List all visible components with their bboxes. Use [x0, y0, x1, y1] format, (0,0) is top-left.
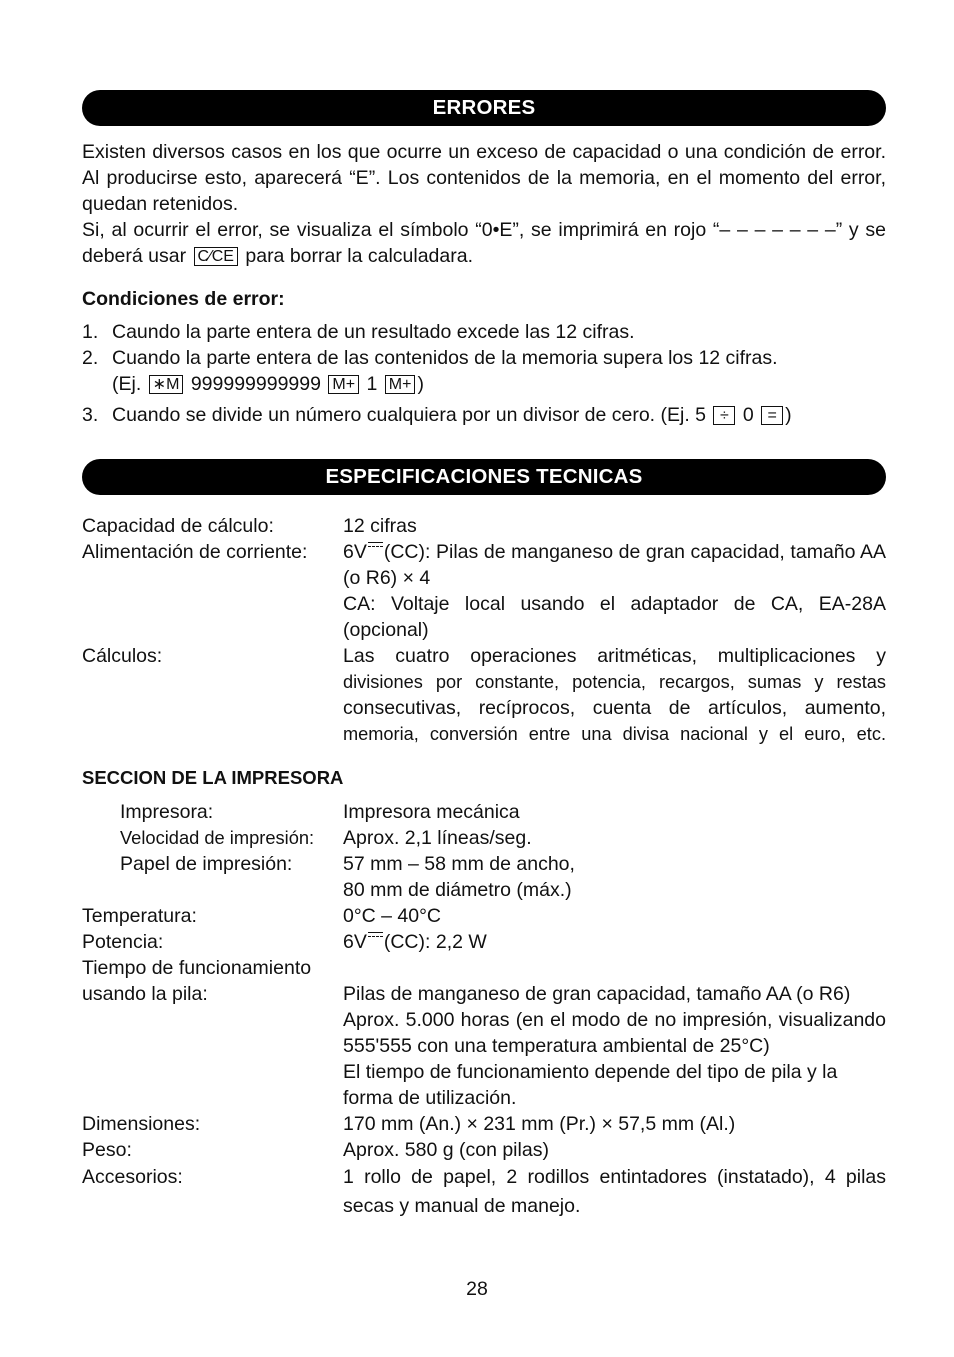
key-ce: C⁄CE [194, 247, 238, 266]
item-number: 1. [82, 321, 99, 343]
spec-value: CA: Voltaje local usando el adaptador de CA, EA-28A (opcional) [343, 593, 886, 641]
page-number: 28 [466, 1278, 488, 1300]
key-divide: ÷ [713, 406, 735, 425]
spec-row-velocidad [82, 825, 886, 851]
item-text: Cuando la parte entera de las contenidos de la memoria supera los 12 cifras. [112, 347, 778, 369]
voltage-prefix: 6V [343, 931, 367, 953]
tiempo-label-line-2: usando la pila: [82, 983, 208, 1005]
calculos-line-3: consecutivas, recíprocos, cuenta de artículos, aumento, [343, 697, 886, 719]
list-item [82, 319, 886, 345]
printer-section-heading: SECCION DE LA IMPRESORA [82, 767, 344, 788]
key-equals: = [761, 406, 783, 425]
power-value: (CC): 2,2 W [383, 931, 487, 953]
tiempo-label-line-1: Tiempo de funcionamiento [82, 957, 312, 979]
item-number: 3. [82, 404, 99, 426]
tiempo-value-2-text: Aprox. 5.000 horas (en el modo de no impresión, visualizando 555'555 con una temperatura ambiental de 25°C) [343, 1009, 886, 1057]
key-m-plus: M+ [385, 375, 416, 394]
tiempo-value-2 [343, 1007, 886, 1059]
calculos-line-2: divisiones por constante, potencia, recargos, sumas y restas [343, 672, 886, 692]
spec-label: Temperatura: [82, 905, 197, 927]
item-number: 2. [82, 347, 99, 369]
spec-label: Accesorios: [82, 1166, 183, 1188]
errores-note [82, 217, 886, 269]
spec-label: Peso: [82, 1139, 132, 1161]
spec-label: Papel de impresión: [120, 853, 293, 875]
spec-row-dimensiones [82, 1111, 886, 1137]
spec-label [82, 955, 343, 1111]
calculos-line-4: memoria, conversión entre una divisa nacional y el euro, etc. [343, 724, 886, 744]
spec-value: Aprox. 580 g (con pilas) [343, 1139, 549, 1161]
papel-line-1: 57 mm – 58 mm de ancho, [343, 853, 575, 875]
example-one: 1 [366, 373, 378, 395]
spec-label: Dimensiones: [82, 1113, 201, 1135]
spec-label: Impresora: [120, 801, 214, 823]
dc-value: (CC): Pilas de manganeso de gran capacidad, tamaño AA (o R6) × 4 [343, 541, 886, 589]
spec-label: Cálculos: [82, 645, 163, 667]
example-close: ) [417, 373, 424, 395]
spec-row-capacidad [82, 513, 886, 539]
spec-label: Capacidad de cálculo: [82, 515, 274, 537]
spec-value [343, 851, 886, 903]
example-zero: 0 [742, 404, 754, 426]
papel-line-2: 80 mm de diámetro (máx.) [343, 879, 572, 901]
tiempo-value-3: El tiempo de funcionamiento depende del tipo de pila y la forma de utilización. [343, 1061, 838, 1109]
spec-row-calculos [82, 643, 886, 747]
errores-intro-text: Existen diversos casos en los que ocurre un exceso de capacidad o una condición de error. Al producirse esto, aparecerá “E”. Los contenidos de la memoria, en el momento del error, quedan retenidos. [82, 141, 886, 215]
printer-specs [82, 799, 886, 1221]
errores-title: ERRORES [432, 96, 536, 119]
spec-row-papel [82, 851, 886, 903]
errores-intro [82, 139, 886, 217]
dc-symbol-icon [368, 932, 383, 942]
tiempo-value-1: Pilas de manganeso de gran capacidad, tamaño AA (o R6) [343, 983, 851, 1005]
conditions-heading: Condiciones de error: [82, 288, 285, 310]
spec-row-impresora [82, 799, 886, 825]
spec-label: Alimentación de corriente: [82, 541, 308, 563]
voltage-prefix: 6V [343, 541, 367, 563]
spec-row-potencia [82, 929, 886, 955]
spec-value [343, 643, 886, 747]
spec-row-temperatura [82, 903, 886, 929]
spec-value [343, 955, 886, 1111]
key-m-plus: M+ [328, 375, 359, 394]
key-star-m: ∗M [149, 375, 184, 394]
spec-row-peso [82, 1137, 886, 1163]
error-conditions-list [82, 319, 886, 428]
spec-value: 12 cifras [343, 515, 417, 537]
example-number: 999999999999 [190, 373, 321, 395]
spec-value: Impresora mecánica [343, 801, 520, 823]
list-item [82, 345, 886, 397]
spec-value: 0°C – 40°C [343, 905, 441, 927]
spec-label: Potencia: [82, 931, 164, 953]
spec-value [343, 929, 886, 955]
item-text: Cuando se divide un número cualquiera por un divisor de cero. (Ej. 5 [112, 404, 707, 426]
specs-heading [82, 459, 886, 495]
spec-value: 170 mm (An.) × 231 mm (Pr.) × 57,5 mm (Al.) [343, 1113, 736, 1135]
spec-row-alimentacion-ac [82, 591, 886, 643]
example-close: ) [785, 404, 792, 426]
spec-row-tiempo [82, 955, 886, 1111]
spec-label: Velocidad de impresión: [120, 827, 315, 848]
spec-value: 1 rollo de papel, 2 rodillos entintadores (instatado), 4 pilas secas y manual de manejo. [343, 1166, 886, 1217]
item-text: Caundo la parte entera de un resultado excede las 12 cifras. [112, 321, 635, 343]
spec-value: Aprox. 2,1 líneas/seg. [343, 827, 532, 849]
errores-note-end: para borrar la calculadara. [245, 245, 473, 267]
example-open: (Ej. [112, 373, 142, 395]
calculos-line-1: Las cuatro operaciones aritméticas, multiplicaciones y [343, 645, 886, 667]
spec-row-alimentacion [82, 539, 886, 591]
specs-title: ESPECIFICACIONES TECNICAS [325, 465, 643, 488]
errores-heading [82, 90, 886, 126]
dc-symbol-icon [368, 542, 383, 552]
spec-value [343, 539, 886, 591]
errores-note-text: Si, al ocurrir el error, se visualiza el símbolo “0•E”, se imprimirá en rojo “– – – – – – –” y se deberá usar [82, 219, 886, 267]
spec-row-accesorios [82, 1163, 886, 1221]
list-item [82, 402, 886, 428]
specs-table [82, 513, 886, 747]
